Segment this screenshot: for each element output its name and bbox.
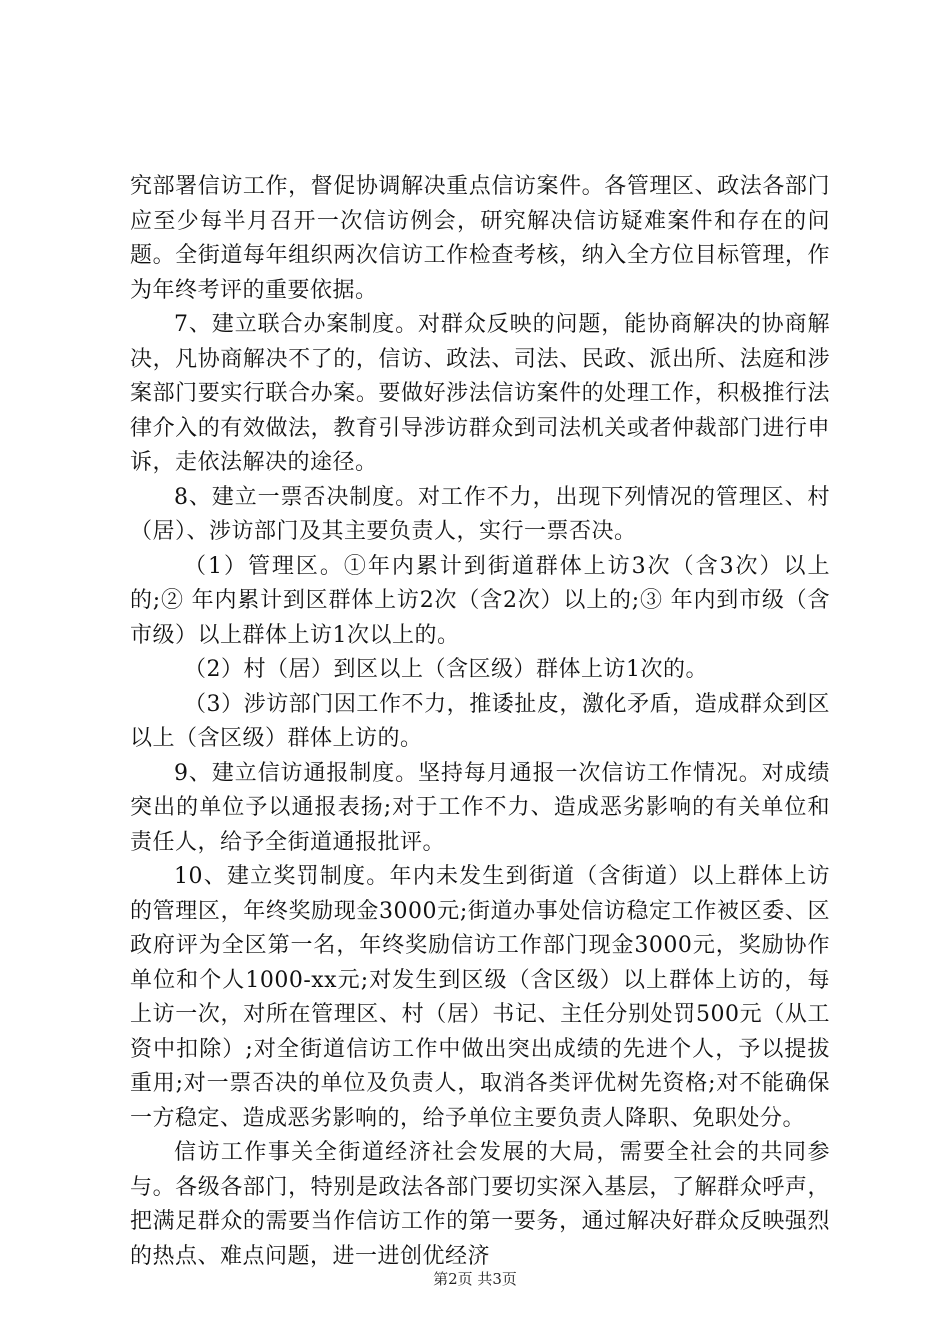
paragraph-item-9: 9、建立信访通报制度。坚持每月通报一次信访工作情况。对成绩突出的单位予以通报表扬;对于工作不力、造成恶劣影响的有关单位和责任人，给予全街道通报批评。 <box>130 760 830 855</box>
paragraph-item-8: 8、建立一票否决制度。对工作不力，出现下列情况的管理区、村（居）、涉访部门及其主要负责人，实行一票否决。 <box>130 484 830 544</box>
paragraph-continuation: 究部署信访工作，督促协调解决重点信访案件。各管理区、政法各部门应至少每半月召开一次信访例会，研究解决信访疑难案件和存在的问题。全街道每年组织两次信访工作检查考核，纳入全方位目标管理，作为年终考评的重要依据。 <box>130 174 830 303</box>
paragraph-closing: 信访工作事关全街道经济社会发展的大局，需要全社会的共同参与。各级各部门，特别是政法各部门要切实深入基层，了解群众呼声，把满足群众的需要当作信访工作的第一要务，通过解决好群众反映强烈的热点、难点问题，进一进创优经济 <box>130 1140 830 1269</box>
page-number-footer: 第2页 共3页 <box>433 1270 517 1288</box>
paragraph-sub-item-2: （2）村（居）到区以上（含区级）群体上访1次的。 <box>184 657 708 682</box>
paragraph-sub-item-3: （3）涉访部门因工作不力，推诿扯皮，激化矛盾，造成群众到区以上（含区级）群体上访的。 <box>130 691 830 751</box>
document-body <box>130 170 830 1274</box>
paragraph-sub-item-1: （1）管理区。①年内累计到街道群体上访3次（含3次）以上的;② 年内累计到区群体上访2次（含2次）以上的;③ 年内到市级（含市级）以上群体上访1次以上的。 <box>130 553 830 648</box>
paragraph-item-7: 7、建立联合办案制度。对群众反映的问题，能协商解决的协商解决，凡协商解决不了的，信访、政法、司法、民政、派出所、法庭和涉案部门要实行联合办案。要做好涉法信访案件的处理工作，积极推行法律介入的有效做法，教育引导涉访群众到司法机关或者仲裁部门进行申诉，走依法解决的途径。 <box>130 312 830 475</box>
paragraph-item-10: 10、建立奖罚制度。年内未发生到街道（含街道）以上群体上访的管理区，年终奖励现金3000元;街道办事处信访稳定工作被区委、区政府评为全区第一名，年终奖励信访工作部门现金3000元，奖励协作单位和个人1000-xx元;对发生到区级（含区级）以上群体上访的，每上访一次，对所在管理区、村（居）书记、主任分别处罚500元（从工资中扣除）;对全街道信访工作中做出突出成绩的先进个人，予以提拔重用;对一票否决的单位及负责人，取消各类评优树先资格;对不能确保一方稳定、造成恶劣影响的，给予单位主要负责人降职、免职处分。 <box>130 864 830 1131</box>
